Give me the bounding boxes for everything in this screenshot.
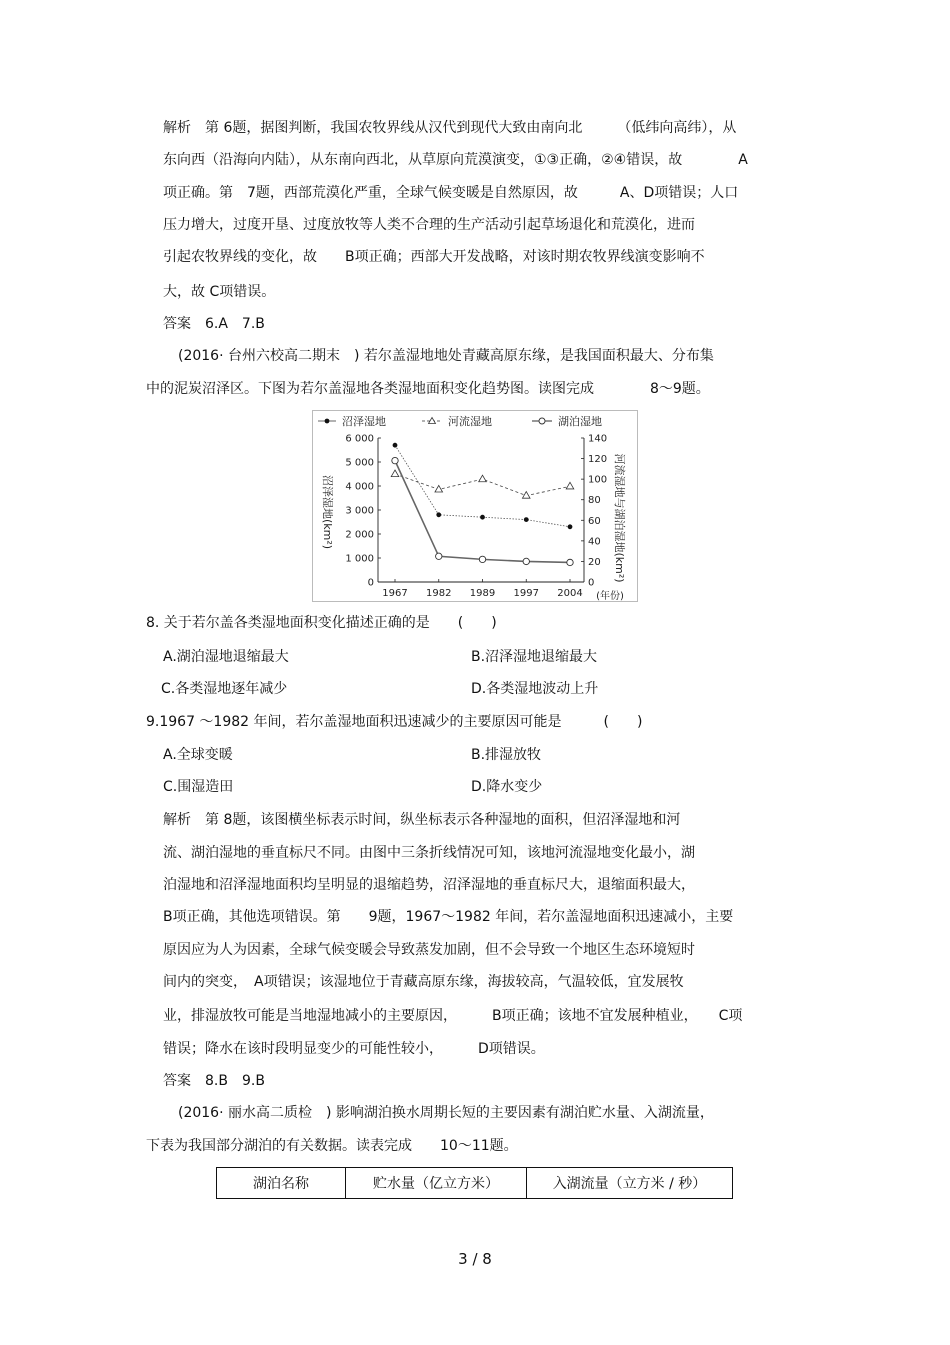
- table-header-storage: 贮水量（亿立方米）: [346, 1168, 527, 1199]
- analysis-8-9-line-7: 业，排湿放牧可能是当地湿地减小的主要原因， B项正确；该地不宜发展种植业， C项: [163, 1008, 743, 1024]
- lake-point: [479, 556, 485, 562]
- analysis-6-7-line-2: 东向西（沿海向内陆），从东南向西北，从草原向荒漠演变，①③正确，②④错误，故 A: [163, 152, 748, 168]
- analysis-6-7-line-4: 压力增大，过度开垦、过度放牧等人类不合理的生产活动引起草场退化和荒漠化，进而: [163, 217, 695, 233]
- legend-marsh-marker: [325, 419, 330, 424]
- analysis-8-9-line-3: 泊湿地和沼泽湿地面积均呈明显的退缩趋势，沼泽湿地的垂直标尺大，退缩面积最大，: [163, 877, 695, 893]
- y-left-axis-label: 沼泽湿地(km²): [321, 474, 334, 550]
- q9-option-b: B.排湿放牧: [471, 747, 542, 763]
- intro-10-11-line-1: (2016· 丽水高二质检 ) 影响湖泊换水周期长短的主要因素有湖泊贮水量、入湖流量，: [178, 1105, 714, 1121]
- analysis-6-7-line-6: 大，故 C项错误。: [163, 284, 276, 300]
- intro-10-11-line-2: 下表为我国部分湖泊的有关数据。读表完成 10～11题。: [146, 1138, 518, 1154]
- analysis-8-9-line-2: 流、湖泊湿地的垂直标尺不同。由图中三条折线情况可知，该地河流湿地变化最小，湖: [163, 845, 695, 861]
- y-left-tick-label: 2 000: [345, 529, 374, 541]
- legend-marsh-label: 沼泽湿地: [342, 415, 386, 428]
- y-left-tick-label: 5 000: [345, 457, 374, 469]
- lake-point: [567, 559, 573, 565]
- lake-point: [523, 558, 529, 564]
- marsh-point: [436, 512, 441, 517]
- analysis-8-9-line-4: B项正确，其他选项错误。第 9题，1967～1982 年间，若尔盖湿地面积迅速减小，主要: [163, 909, 734, 925]
- x-tick-label: 1967: [382, 588, 408, 599]
- q8-option-d: D.各类湿地波动上升: [471, 681, 599, 697]
- table-header-inflow: 入湖流量（立方米 / 秒）: [527, 1168, 733, 1199]
- legend-river-label: 河流湿地: [448, 415, 492, 428]
- marsh-point: [524, 517, 529, 522]
- analysis-8-9-line-6: 间内的突变， A项错误；该湿地位于青藏高原东缘，海拔较高，气温较低，宜发展牧: [163, 974, 684, 990]
- analysis-6-7-line-1: 解析 第 6题，据图判断，我国农牧界线从汉代到现代大致由南向北 （低纬向高纬），从: [163, 120, 737, 136]
- y-left-tick-label: 3 000: [345, 505, 374, 517]
- x-tick-label: 1982: [426, 588, 452, 599]
- wetland-area-chart: [312, 410, 638, 602]
- chart-legend: [318, 414, 602, 428]
- page-number: 3 / 8: [458, 1250, 492, 1268]
- x-tick-label: 2004: [557, 588, 583, 599]
- q9-option-d: D.降水变少: [471, 779, 543, 795]
- marsh-point: [393, 443, 398, 448]
- q8-option-b: B.沼泽湿地退缩最大: [471, 649, 598, 665]
- y-left-tick-label: 6 000: [345, 433, 374, 445]
- intro-8-9-line-1: (2016· 台州六校高二期末 ) 若尔盖湿地地处青藏高原东缘，是我国面积最大、分布集: [178, 348, 714, 364]
- y-right-tick-label: 120: [588, 454, 608, 466]
- y-left-tick-label: 0: [367, 577, 374, 589]
- marsh-point: [568, 524, 573, 529]
- intro-8-9-line-2: 中的泥炭沼泽区。下图为若尔盖湿地各类湿地面积变化趋势图。读图完成 8～9题。: [146, 381, 710, 397]
- y-right-tick-label: 100: [588, 474, 608, 486]
- x-tick-label: 1997: [513, 588, 539, 599]
- table-header-lake-name: 湖泊名称: [217, 1168, 346, 1199]
- answer-6-7: 答案 6.A 7.B: [163, 316, 265, 332]
- question-8: 8. 关于若尔盖各类湿地面积变化描述正确的是 ( ): [146, 615, 497, 631]
- x-axis-label: (年份): [596, 591, 624, 602]
- lake-data-table: [216, 1167, 733, 1199]
- y-right-tick-label: 0: [588, 577, 595, 589]
- analysis-6-7-line-3: 项正确。第 7题，西部荒漠化严重，全球气候变暖是自然原因，故 A、D项错误；人口: [163, 185, 739, 201]
- legend-lake-marker: [539, 418, 545, 424]
- x-tick-label: 1989: [469, 588, 496, 599]
- table-header-row: [217, 1168, 733, 1199]
- lake-point: [392, 457, 398, 463]
- analysis-8-9-line-8: 错误；降水在该时段明显变少的可能性较小， D项错误。: [163, 1041, 545, 1057]
- y-right-tick-label: 60: [588, 515, 601, 527]
- y-right-axis-label: 河流湿地与湖泊湿地(km²): [613, 453, 626, 583]
- q9-option-a: A.全球变暖: [163, 747, 233, 763]
- marsh-point: [480, 515, 485, 520]
- q8-option-c: C.各类湿地逐年减少: [161, 681, 288, 697]
- analysis-8-9-line-1: 解析 第 8题，该图横坐标表示时间，纵坐标表示各种湿地的面积，但沼泽湿地和河: [163, 812, 681, 828]
- y-right-tick-label: 40: [588, 536, 601, 548]
- y-right-tick-label: 80: [588, 495, 601, 507]
- y-right-tick-label: 20: [588, 556, 601, 568]
- q8-option-a: A.湖泊湿地退缩最大: [163, 649, 289, 665]
- question-9: 9.1967 ～1982 年间，若尔盖湿地面积迅速减少的主要原因可能是 ( ): [146, 714, 643, 730]
- analysis-6-7-line-5: 引起农牧界线的变化，故 B项正确；西部大开发战略，对该时期农牧界线演变影响不: [163, 249, 705, 265]
- answer-8-9: 答案 8.B 9.B: [163, 1073, 265, 1089]
- q9-option-c: C.围湿造田: [163, 779, 234, 795]
- legend-lake-label: 湖泊湿地: [558, 415, 602, 428]
- analysis-8-9-line-5: 原因应为人为因素，全球气候变暖会导致蒸发加剧，但不会导致一个地区生态环境短时: [163, 942, 695, 958]
- y-right-tick-label: 140: [588, 433, 608, 445]
- y-left-tick-label: 4 000: [345, 481, 374, 493]
- lake-point: [436, 553, 442, 559]
- y-left-tick-label: 1 000: [345, 553, 374, 565]
